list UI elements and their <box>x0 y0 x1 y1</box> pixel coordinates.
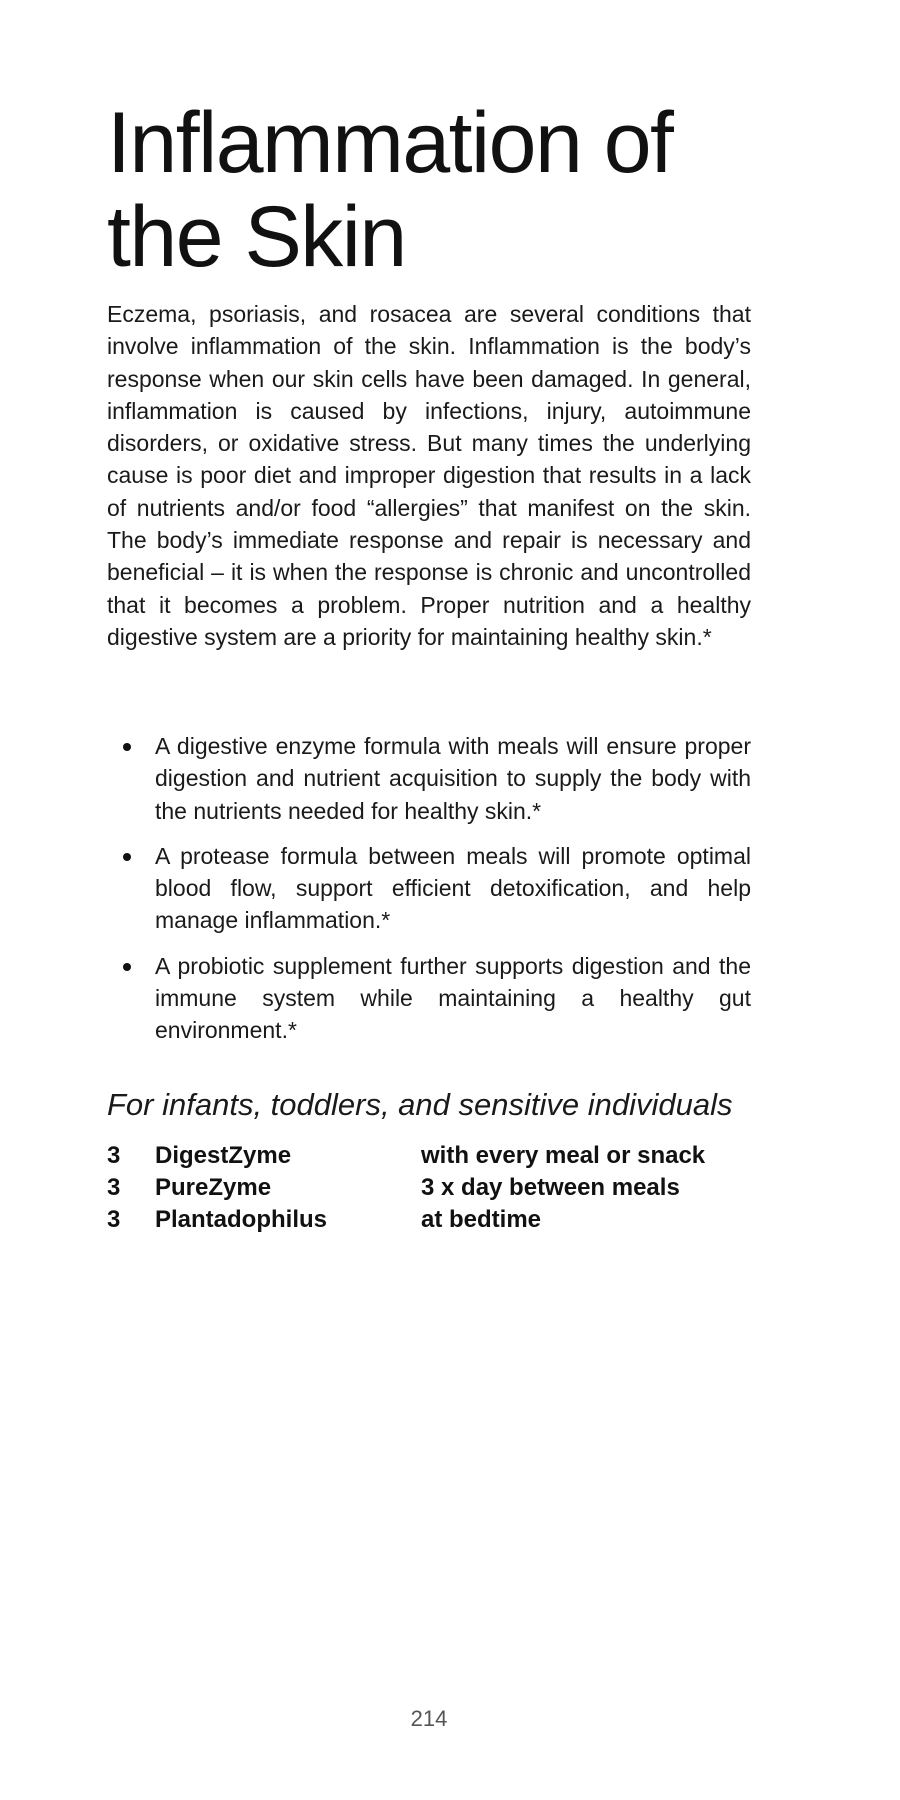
regimen-product: PureZyme <box>155 1174 272 1201</box>
bullet-icon <box>123 963 131 971</box>
regimen-product: DigestZyme <box>155 1142 292 1169</box>
regimen-product: Plantadophilus <box>155 1206 328 1233</box>
list-item-text: A protease formula between meals will promote optimal blood flow, support efficient detoxification, and help manage inflammation.* <box>155 842 751 934</box>
list-item-text: A digestive enzyme formula with meals will ensure proper digestion and nutrient acquisition to supply the body with the nutrients needed for healthy skin.* <box>155 733 751 824</box>
table-row <box>107 1204 751 1236</box>
recommendation-list <box>107 730 751 1060</box>
regimen-quantity: 3 <box>107 1142 121 1169</box>
regimen-timing: 3 x day between meals <box>421 1174 680 1201</box>
list-item <box>107 730 751 827</box>
bullet-icon <box>123 743 131 751</box>
page-number: 214 <box>410 1706 448 1731</box>
table-row <box>107 1172 751 1204</box>
table-row <box>107 1140 751 1172</box>
regimen-quantity: 3 <box>107 1174 121 1201</box>
regimen-heading: For infants, toddlers, and sensitive individuals <box>107 1087 733 1122</box>
bullet-icon <box>123 853 131 861</box>
regimen-timing: with every meal or snack <box>421 1142 706 1169</box>
list-item <box>107 840 751 937</box>
list-item <box>107 950 751 1047</box>
regimen-table <box>107 1140 751 1236</box>
regimen-timing: at bedtime <box>421 1206 542 1233</box>
list-item-text: A probiotic supplement further supports digestion and the immune system while maintaining a healthy gut environment.* <box>155 952 751 1044</box>
intro-paragraph: Eczema, psoriasis, and rosacea are several conditions that involve inflammation of the skin. Inflammation is the body’s response when our skin cells have been damaged. In general, inflammation is caused by infections, injury, autoimmune disorders, or oxidative stress. But many times the underlying cause is poor diet and improper digestion that results in a lack of nutrients and/or food “allergies” that manifest on the skin. The body’s immediate response and repair is necessary and beneficial – it is when the response is chronic and uncontrolled that it becomes a problem. Proper nutrition and a healthy digestive system are a priority for maintaining healthy skin.* <box>107 301 751 650</box>
regimen-quantity: 3 <box>107 1206 121 1233</box>
page-title: Inflammation of the Skin <box>107 95 673 285</box>
